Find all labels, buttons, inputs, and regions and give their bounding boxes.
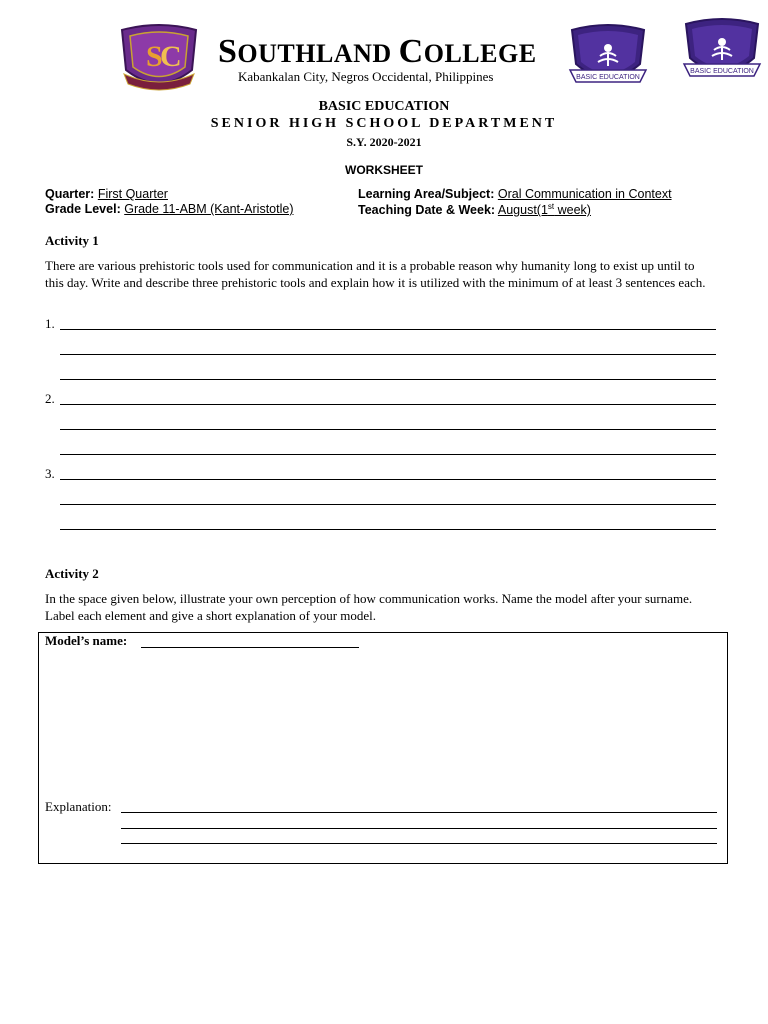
answer-line[interactable] [60,329,716,330]
answer-line[interactable] [60,404,716,405]
model-name-label: Model’s name: [45,633,128,648]
subject-row: Learning Area/Subject: Oral Communication in Context [358,187,672,201]
activity1-instructions: There are various prehistoric tools used for communication and it is a probable reason why humanity long to exist up until to this day. Write and describe three prehistoric tools and explain how it is utilized with the minimum of at least 3 sentences each. [45,258,706,290]
svg-text:BASIC EDUCATION: BASIC EDUCATION [576,74,640,81]
svg-text:S: S [146,40,163,73]
explanation-label: Explanation: [45,799,112,814]
dept-senior-high: SENIOR HIGH SCHOOL DEPARTMENT [210,116,558,131]
answer-line[interactable] [60,529,716,530]
answer-number-1: 1. [45,316,55,331]
school-year: S.Y. 2020-2021 [346,135,422,149]
answer-line[interactable] [60,479,716,480]
basic-education-shield-icon [566,20,650,92]
activity2-title: Activity 2 [45,566,99,581]
answer-line[interactable] [60,429,716,430]
explanation-line[interactable] [121,843,717,844]
activity2-instructions: In the space given below, illustrate your own perception of how communication works. Name the model after your surname. Label each element and give a short explanation of your model. [45,591,693,623]
model-drawing-box[interactable] [38,632,728,864]
date-row: Teaching Date & Week: August(1st week) [358,202,591,218]
explanation-line[interactable] [121,812,717,813]
explanation-line[interactable] [121,828,717,829]
answer-number-3: 3. [45,466,55,481]
answer-line[interactable] [60,354,716,355]
svg-text:C: C [160,40,182,73]
grade-row: Grade Level: Grade 11-ABM (Kant-Aristotle) [45,202,294,216]
college-address: Kabankalan City, Negros Occidental, Philippines [238,69,494,84]
answer-line[interactable] [60,379,716,380]
answer-line[interactable] [60,504,716,505]
model-name-line[interactable] [141,647,359,648]
basic-education-shield-icon [680,14,764,86]
svg-text:BASIC EDUCATION: BASIC EDUCATION [690,68,754,75]
dept-basic-education: BASIC EDUCATION [318,99,450,114]
activity1-title: Activity 1 [45,233,99,248]
answer-number-2: 2. [45,391,55,406]
quarter-row: Quarter: First Quarter [45,187,168,201]
answer-line[interactable] [60,454,716,455]
college-name: SOUTHLAND COLLEGE [218,33,537,70]
worksheet-title: WORKSHEET [345,163,423,177]
southland-logo-icon [116,22,202,92]
